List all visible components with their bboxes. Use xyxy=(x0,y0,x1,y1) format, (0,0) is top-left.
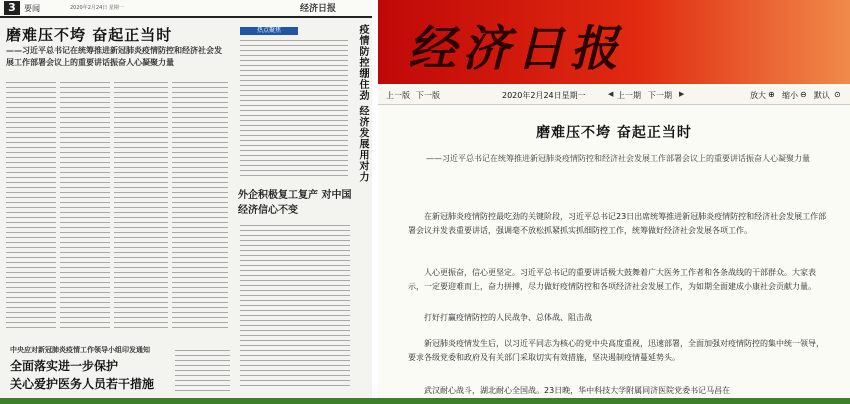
article-paragraph: 人心更振奋，信心更坚定。习近平总书记的重要讲话极大鼓舞着广大医务工作者和各条战线的干部群众。大家表示，一定要迎难而上，奋力拼搏，尽力做好疫情防控和各项经济社会发展工作，为如期全面建成小康社会贡献力量。 xyxy=(408,268,816,291)
text-column xyxy=(175,350,230,394)
text-column xyxy=(172,82,228,332)
zoom-out-link[interactable]: 缩小 xyxy=(782,91,798,100)
text-column xyxy=(60,82,110,332)
hot-label: 热点聚焦 xyxy=(240,27,298,35)
prev-issue-icon[interactable]: ◀ xyxy=(608,90,614,98)
zoom-in-link[interactable]: 放大 xyxy=(750,91,766,100)
default-zoom-link[interactable]: 默认 xyxy=(814,91,830,100)
next-issue-icon[interactable]: ▶ xyxy=(679,90,685,98)
article-subtitle: ——习近平总书记在统筹推进新冠肺炎疫情防控和经济社会发展工作部署会议上的重要讲话振奋人心凝聚力量 xyxy=(426,154,810,163)
vertical-headline[interactable]: 疫情防控绷住劲 经济发展用对力 xyxy=(357,24,368,183)
text-column xyxy=(240,40,348,180)
newspaper-page-image xyxy=(0,0,372,398)
text-column xyxy=(240,225,350,390)
article-title: 磨难压不垮 奋起正当时 xyxy=(536,125,692,141)
section-label: 要闻 xyxy=(24,4,40,13)
bottom-headline-line-2[interactable]: 关心爱护医务人员若干措施 xyxy=(10,377,155,391)
bottom-kicker: 中央应对新冠肺炎疫情工作领导小组印发通知 xyxy=(10,346,150,354)
zoom-out-icon[interactable]: ⊖ xyxy=(800,90,807,99)
article-reader xyxy=(378,0,850,398)
prev-issue-link[interactable]: 上一期 xyxy=(617,91,641,100)
lead-subheadline: ——习近平总书记在统筹推进新冠肺炎疫情防控和经济社会发展工作部署会议上的重要讲话振奋人心凝聚力量 xyxy=(6,46,222,67)
default-zoom-icon[interactable]: ⊙ xyxy=(834,90,841,99)
prev-page-link[interactable]: 上一版 xyxy=(386,91,410,100)
masthead-banner xyxy=(378,0,850,84)
next-issue-link[interactable]: 下一期 xyxy=(648,91,672,100)
paper-date: 2020年2月24日 星期一 xyxy=(70,5,124,11)
masthead-logo: 经济日报 xyxy=(408,21,625,77)
article-paragraph: 武汉耐心战斗，湖北耐心全国战。23日晚，华中科技大学附属同济医院党委书记马昌在 xyxy=(424,386,731,395)
article-paragraph: 新冠肺炎疫情发生后，以习近平同志为核心的党中央高度重视，迅速部署，全面加强对疫情防控的集中统一领导，要求各级党委和政府及有关部门采取切实有效措施，坚决遏制疫情蔓延势头。 xyxy=(408,339,824,362)
issue-date: 2020年2月24日星期一 xyxy=(502,91,586,100)
bottom-headline-line-1[interactable]: 全面落实进一步保护 xyxy=(10,359,119,373)
zoom-in-icon[interactable]: ⊕ xyxy=(768,90,775,99)
next-page-link[interactable]: 下一版 xyxy=(416,91,440,100)
small-masthead: 经济日报 xyxy=(300,4,337,14)
article-section-heading: 打好打赢疫情防控的人民战争、总体战、阻击战 xyxy=(424,313,592,322)
page-number: 3 xyxy=(4,1,20,15)
secondary-headline[interactable]: 外企积极复工复产 对中国经济信心不变 xyxy=(238,190,352,216)
lead-headline[interactable]: 磨难压不垮 奋起正当时 xyxy=(6,26,173,44)
paper-header xyxy=(0,0,372,18)
article-paragraph: 在新冠肺炎疫情防控最吃劲的关键阶段，习近平总书记23日出席统筹推进新冠肺炎疫情防控和经济社会发展工作部署会议并发表重要讲话，强调毫不放松抓紧抓实抓细防控工作，统筹做好经济社会发展各项工作。 xyxy=(408,212,827,235)
navigation-bar xyxy=(378,86,850,105)
text-column xyxy=(6,82,56,332)
text-column xyxy=(114,82,168,332)
status-strip xyxy=(0,398,850,404)
